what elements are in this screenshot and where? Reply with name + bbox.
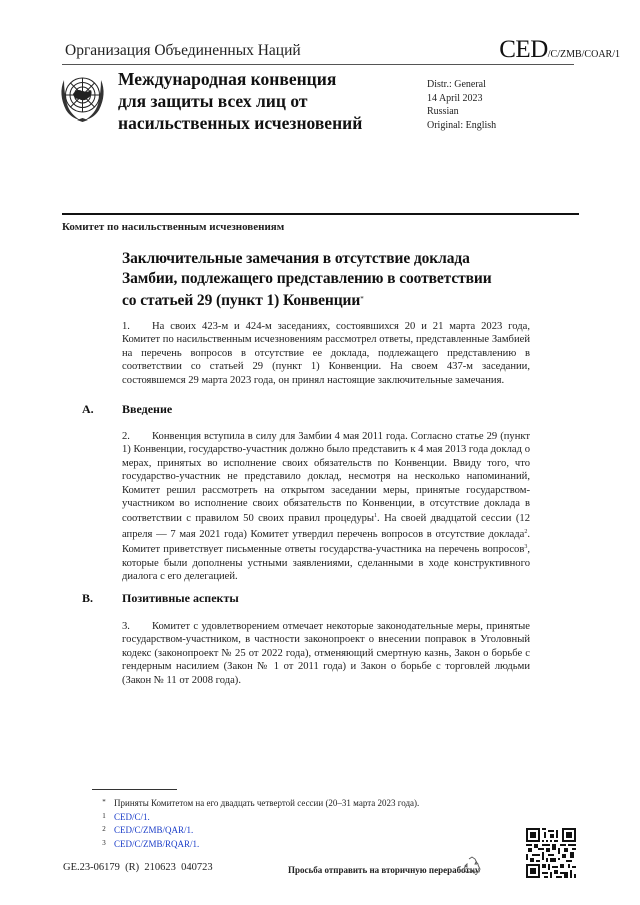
convention-title-line: Международная конвенция (118, 69, 337, 89)
distribution: Distr.: General (427, 79, 486, 90)
paragraph-number: 2. (122, 431, 130, 442)
paragraph-number: 1. (122, 321, 130, 332)
section-heading-b (82, 591, 382, 607)
footnote-ref-3[interactable]: 3 (524, 544, 528, 551)
footnotes (94, 796, 419, 850)
section-title: Позитивные аспекты (122, 591, 239, 605)
paragraph-1 (122, 320, 530, 387)
document-title-line: со статьей 29 (пункт 1) Конвенции* (122, 292, 364, 309)
footnote-1: 1 CED/C/1. (102, 811, 150, 822)
paragraph-text: Комитет с удовлетворением отмечает некоторые законодательные меры, принятые государством-участником, в частности законопроект о внесении поправок в Уголовный кодекс (законопроект № 25 от 2022 года), отменяющий смертную казнь, Закон о борьбе с гендерным насилием (Закон № 1 от 2011 года) и Закон о борьбе с торговлей людьми (Закон № 11 от 2008 года). (122, 621, 530, 686)
document-title-line: Заключительные замечания в отсутствие доклада (122, 250, 470, 267)
footnote-2: 2 CED/C/ZMB/QAR/1. (102, 825, 194, 835)
recycle-icon (462, 855, 482, 877)
document-title (122, 249, 492, 311)
section-letter: A. (82, 402, 94, 416)
un-emblem-icon (55, 68, 110, 126)
language: Russian (427, 106, 459, 117)
footnote-link-1[interactable]: CED/C/1. (114, 811, 150, 822)
paragraph-3 (122, 620, 530, 687)
distribution-block (427, 78, 496, 132)
convention-title (118, 68, 362, 134)
job-number: GE.23-06179 (R) 210623 040723 (63, 862, 213, 873)
organization-name: Организация Объединенных Наций (65, 42, 301, 59)
original-language: Original: English (427, 119, 497, 131)
header-rule (62, 64, 574, 65)
committee-name: Комитет по насильственным исчезновениям (62, 221, 285, 233)
document-symbol (499, 36, 620, 64)
footnote-ref-star[interactable]: * (360, 295, 364, 303)
symbol-suffix: /C/ZMB/COAR/1 (547, 49, 620, 60)
section-letter: B. (82, 591, 94, 605)
issue-date: 14 April 2023 (427, 92, 483, 104)
recycle-text: Просьба отправить на вторичную переработку (288, 865, 480, 875)
footnote-separator (92, 789, 177, 790)
convention-title-line: насильственных исчезновений (118, 113, 363, 133)
footnote-ref-1[interactable]: 1 (374, 513, 378, 520)
paragraph-number: 3. (122, 621, 130, 632)
section-title: Введение (122, 402, 173, 416)
document-title-line: Замбии, подлежащего представлению в соответствии (122, 270, 492, 287)
footnote-ref-2[interactable]: 2 (524, 528, 528, 535)
convention-title-line: для защиты всех лиц от (118, 91, 308, 111)
section-heading-a (82, 402, 382, 418)
footnote-link-2[interactable]: CED/C/ZMB/QAR/1. (114, 825, 194, 835)
footnote-star: * Приняты Комитетом на его двадцать четвертой сессии (20–31 марта 2023 года). (102, 798, 420, 808)
committee-rule (62, 213, 579, 215)
paragraph-text: На своих 423-м и 424-м заседаниях, состоявшихся 20 и 21 марта 2023 года, Комитет по насильственным исчезновениям рассмотрел ответы, представленные Замбией на перечень вопросов в отсутствие ее доклада, подлежащего представлению в соответствии со статьей 29 (пункт 1) Конвенции. На своем 437-м заседании, состоявшемся 29 марта 2023 года, он принял настоящие заключительные замечания. (122, 321, 530, 386)
qr-code-icon (526, 828, 576, 878)
paragraph-2: 2. Конвенция вступила в силу для Замбии 4 мая 2011 года. Согласно статье 29 (пункт 1) Конвенции, государство-участник должно было представить к 4 мая 2013 года доклад о мерах, принятых во исполнение своих обязательств по Конвенции. Ввиду того, что государство-участник не представило доклад, несмотря на несколько напоминаний, Комитет решил рассмотреть на открытом заседании меры, принятые государством-участником во исполнение своих обязательств по Конвенции, в отсутствие доклада в соответствии с правилом 50 своих правил процедуры$^1$. На своей двадцатой сессии (12 апреля — 7 мая 2021 года) Комитет утвердил перечень вопросов в отсутствие доклада$^2$. Комитет приветствует письменные ответы государства-участника на перечень вопросов$^3$, которые были дополнены устными заявлениями, сделанными в ходе конструктивного диалога с его делегацией. (122, 431, 530, 583)
footnote-3: 3 CED/C/ZMB/RQAR/1. (102, 838, 200, 849)
symbol-prefix: CED (499, 36, 548, 63)
footnote-link-3[interactable]: CED/C/ZMB/RQAR/1. (114, 838, 200, 849)
